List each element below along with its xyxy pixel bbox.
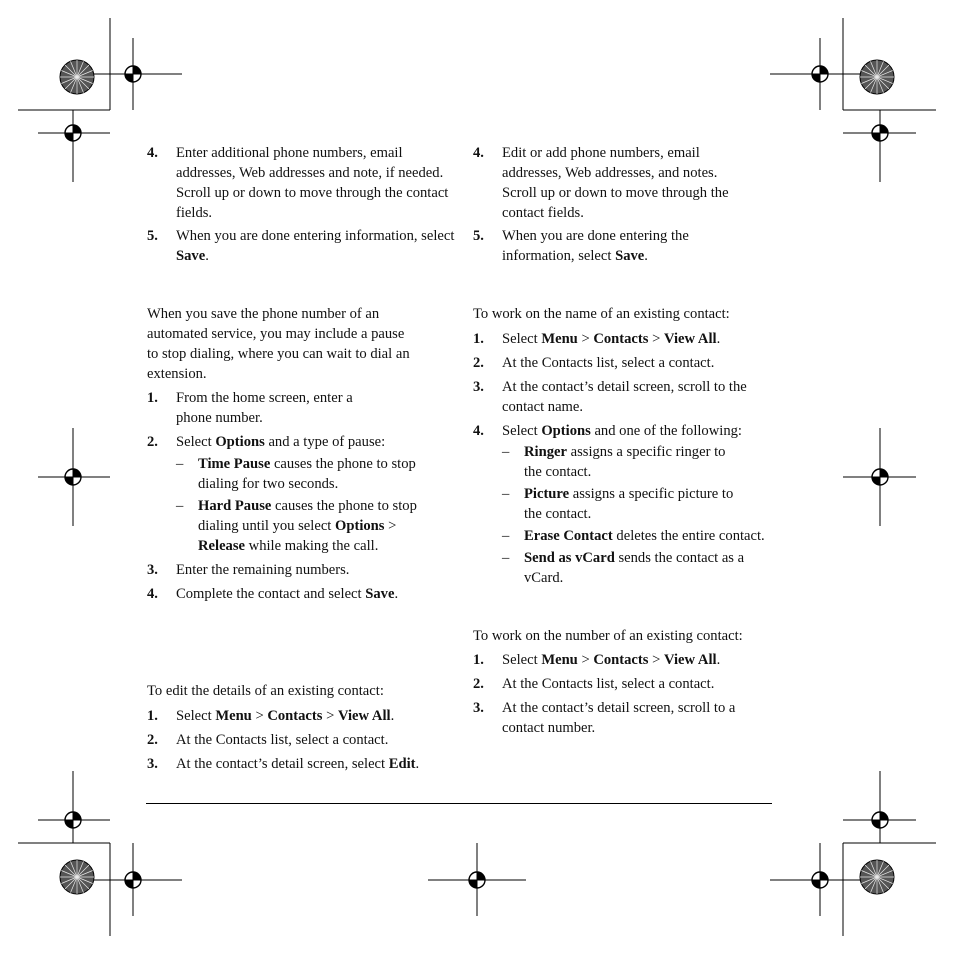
number-intro: To work on the number of an existing contact:: [473, 628, 743, 644]
step-number: 1.: [473, 331, 484, 347]
dash-bullet: –: [502, 444, 510, 460]
name-intro: To work on the name of an existing contact:: [473, 306, 730, 322]
step-number: 5.: [473, 228, 484, 244]
step-text: Select Options and a type of pause:: [176, 434, 386, 450]
dash-bullet: –: [502, 528, 510, 544]
sub-item-text: Hard Pause causes the phone to stop dialing until you select Options > Release while making the call.: [198, 498, 417, 554]
sub-item-text: Time Pause causes the phone to stop dialing for two seconds.: [198, 456, 416, 492]
step-text: At the Contacts list, select a contact.: [502, 676, 715, 692]
pause-intro: When you save the phone number of an automated service, you may include a pause to stop dialing, where you can wait to dial an extension.: [147, 306, 410, 382]
step-text: At the contact’s detail screen, scroll to the contact name.: [502, 379, 747, 415]
sub-item-text: Send as vCard sends the contact as a vCard.: [524, 550, 745, 586]
step-text: Select Menu > Contacts > View All.: [502, 652, 721, 668]
dash-bullet: –: [176, 498, 184, 514]
step-number: 3.: [473, 700, 484, 716]
step-number: 2.: [473, 676, 484, 692]
step-text: Enter additional phone numbers, email addresses, Web addresses and note, if needed. Scroll up or down to move through the contact fields.: [176, 145, 449, 221]
dash-bullet: –: [502, 486, 510, 502]
step-number: 3.: [147, 562, 158, 578]
step-number: 4.: [473, 423, 484, 439]
step-text: At the Contacts list, select a contact.: [176, 732, 389, 748]
edit-intro: To edit the details of an existing contact:: [147, 683, 384, 699]
dash-bullet: –: [176, 456, 184, 472]
step-number: 1.: [473, 652, 484, 668]
step-text: Edit or add phone numbers, email addresses, Web addresses, and notes. Scroll up or down to move through the contact fields.: [502, 145, 729, 221]
step-number: 3.: [473, 379, 484, 395]
step-number: 5.: [147, 228, 158, 244]
sub-item-text: Erase Contact deletes the entire contact.: [524, 528, 765, 544]
sub-item-text: Ringer assigns a specific ringer to the contact.: [524, 444, 726, 480]
step-text: When you are done entering the information, select Save.: [502, 228, 689, 264]
step-text: Select Menu > Contacts > View All.: [176, 708, 395, 724]
step-text: When you are done entering information, select Save.: [176, 228, 455, 264]
sub-item-text: Picture assigns a specific picture to the contact.: [524, 486, 734, 522]
step-number: 3.: [147, 756, 158, 772]
step-text: At the contact’s detail screen, scroll to a contact number.: [502, 700, 736, 736]
step-text: Complete the contact and select Save.: [176, 586, 399, 602]
dash-bullet: –: [502, 550, 510, 566]
footer-rule: [146, 803, 772, 804]
step-text: At the contact’s detail screen, select Edit.: [176, 756, 420, 772]
step-number: 4.: [473, 145, 484, 161]
step-number: 1.: [147, 390, 158, 406]
step-number: 4.: [147, 145, 158, 161]
step-number: 2.: [147, 434, 158, 450]
step-text: Enter the remaining numbers.: [176, 562, 350, 578]
step-number: 1.: [147, 708, 158, 724]
step-number: 2.: [473, 355, 484, 371]
step-text: Select Menu > Contacts > View All.: [502, 331, 721, 347]
step-number: 4.: [147, 586, 158, 602]
step-text: At the Contacts list, select a contact.: [502, 355, 715, 371]
step-number: 2.: [147, 732, 158, 748]
step-text: Select Options and one of the following:: [502, 423, 742, 439]
step-text: From the home screen, enter a phone number.: [176, 390, 353, 426]
